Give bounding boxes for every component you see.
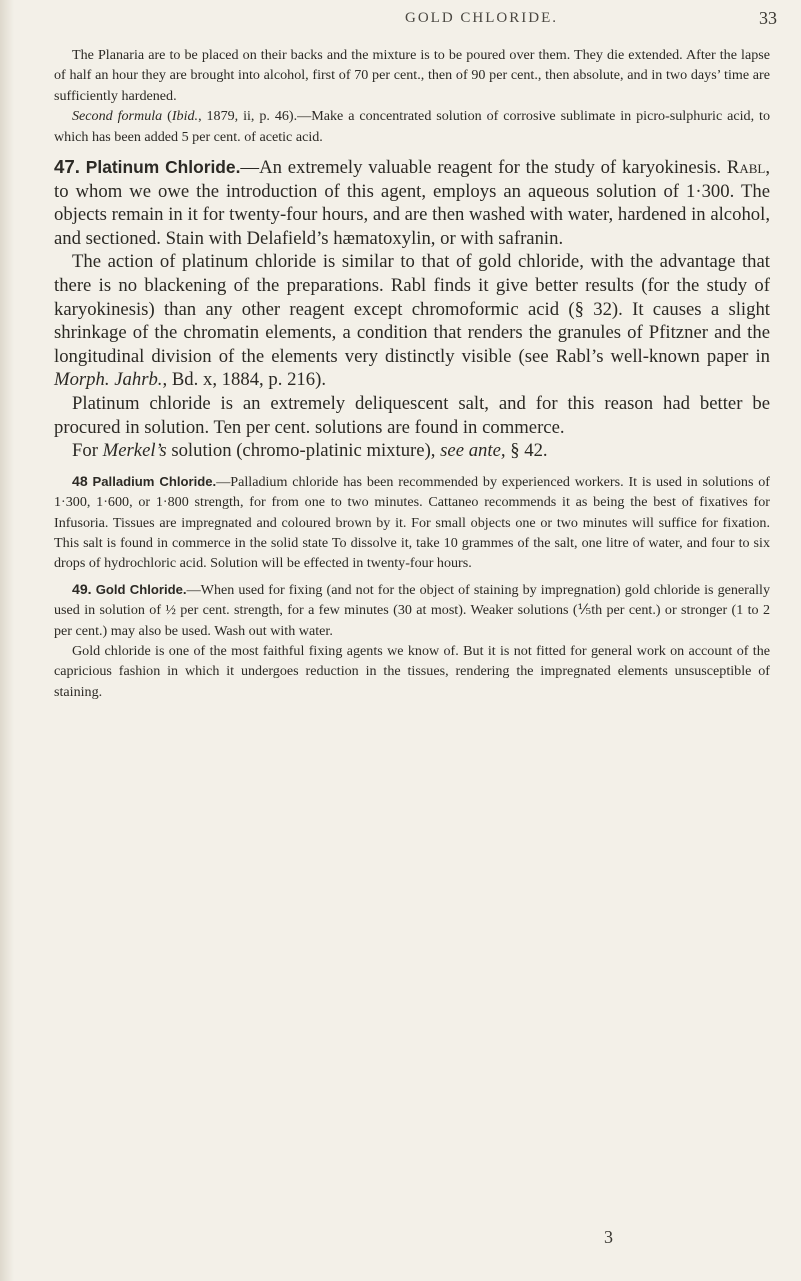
second-formula-label: Second formula	[72, 108, 163, 125]
journal-title: Morph. Jahrb.	[54, 369, 163, 391]
section-number: 48	[72, 472, 88, 489]
section-title: Palladium Chloride.	[92, 473, 217, 489]
section-47-platinum-chloride: 47. Platinum Chloride.—An extremely valuable reagent for the study of karyokinesis. Rabl, to whom we owe the introduction of this agent, employs an aqueous solution of 1·300. The objects remain in it for twenty-four hours, and are then washed with water, hardened in alcohol, and sectioned. Stain with Delafield’s hæmatoxylin, or with safranin.	[54, 156, 771, 249]
paragraph-gold-chloride-faithful: Gold chloride is one of the most faithful fixing agents we know of. But it is not fitted for general work on account of the capricious fashion in which it undergoes reduction in the tissues, rendering the impregnated elements unsusceptible of staining.	[54, 643, 770, 700]
section-number: 47.	[54, 156, 80, 178]
paragraph-second-formula: Second formula (Ibid., 1879, ii, p. 46).—Make a concentrated solution of corrosive sublimate in picro-sulphuric acid, to which has been added 5 per cent. of acetic acid.	[54, 108, 770, 145]
section-number: 49.	[72, 580, 92, 597]
page-number: 33	[759, 8, 777, 28]
page-body	[54, 45, 770, 702]
author-name: Rabl	[726, 157, 766, 179]
paragraph-platinum-action: The action of platinum chloride is similar to that of gold chloride, with the advantage that there is no blackening of the preparations. Rabl finds it give better results (for the study of karyokinesis) than any other reagent except chromoformic acid (§ 32). It causes a slight shrinkage of the chromatin elements, a condition that renders the granules of Pfitzner and the longitudinal division of the elements very distinctly visible (see Rabl’s well-known paper in Morph. Jahrb., Bd. x, 1884, p. 216).	[54, 251, 770, 391]
running-title: GOLD CHLORIDE.	[405, 10, 558, 26]
page-gutter-shadow	[0, 0, 14, 1281]
signature-mark: 3	[604, 1227, 613, 1247]
section-title: Gold Chloride.	[95, 581, 187, 597]
section-49-gold-chloride: 49. Gold Chloride.—When used for fixing (and not for the object of staining by impregnation) gold chloride is generally used in solution of ½ per cent. strength, for a few minutes (30 at most). Weaker solutions (⅕th per cent.) or stronger (1 to 2 per cent.) may also be used. Wash out with water.	[54, 580, 771, 639]
section-48-palladium-chloride: 48 Palladium Chloride.—Palladium chloride has been recommended by experienced workers. It is used in solutions of 1·300, 1·600, or 1·800 strength, for from one to two minutes. Cattaneo recommends it as being the best of fixatives for Infusoria. Tissues are impregnated and coloured brown by it. For small objects one or two minutes will suffice for fixation. This salt is found in commerce in the solid state To dissolve it, take 10 grammes of the salt, one litre of water, and four to six drops of hydrochloric acid. Solution will be effected in twenty-four hours.	[54, 472, 770, 572]
paragraph-merkel-reference: For Merkel’s solution (chromo-platinic mixture), see ante, § 42.	[72, 440, 548, 462]
section-title: Platinum Chloride.	[85, 157, 241, 178]
see-ante: see ante,	[440, 440, 506, 462]
paragraph-platinum-deliquescent: Platinum chloride is an extremely deliquescent salt, and for this reason had better be procured in solution. Ten per cent. solutions are found in commerce.	[54, 392, 770, 438]
page-header	[0, 8, 801, 32]
paragraph-planaria: The Planaria are to be placed on their backs and the mixture is to be poured over them. They die extended. After the lapse of half an hour they are brought into alcohol, first of 70 per cent., then of 90 per cent., then absolute, and in two days’ time are sufficiently hardened.	[54, 47, 770, 104]
ibid-reference: Ibid.	[171, 108, 199, 125]
merkel-name: Merkel’s	[102, 440, 167, 462]
